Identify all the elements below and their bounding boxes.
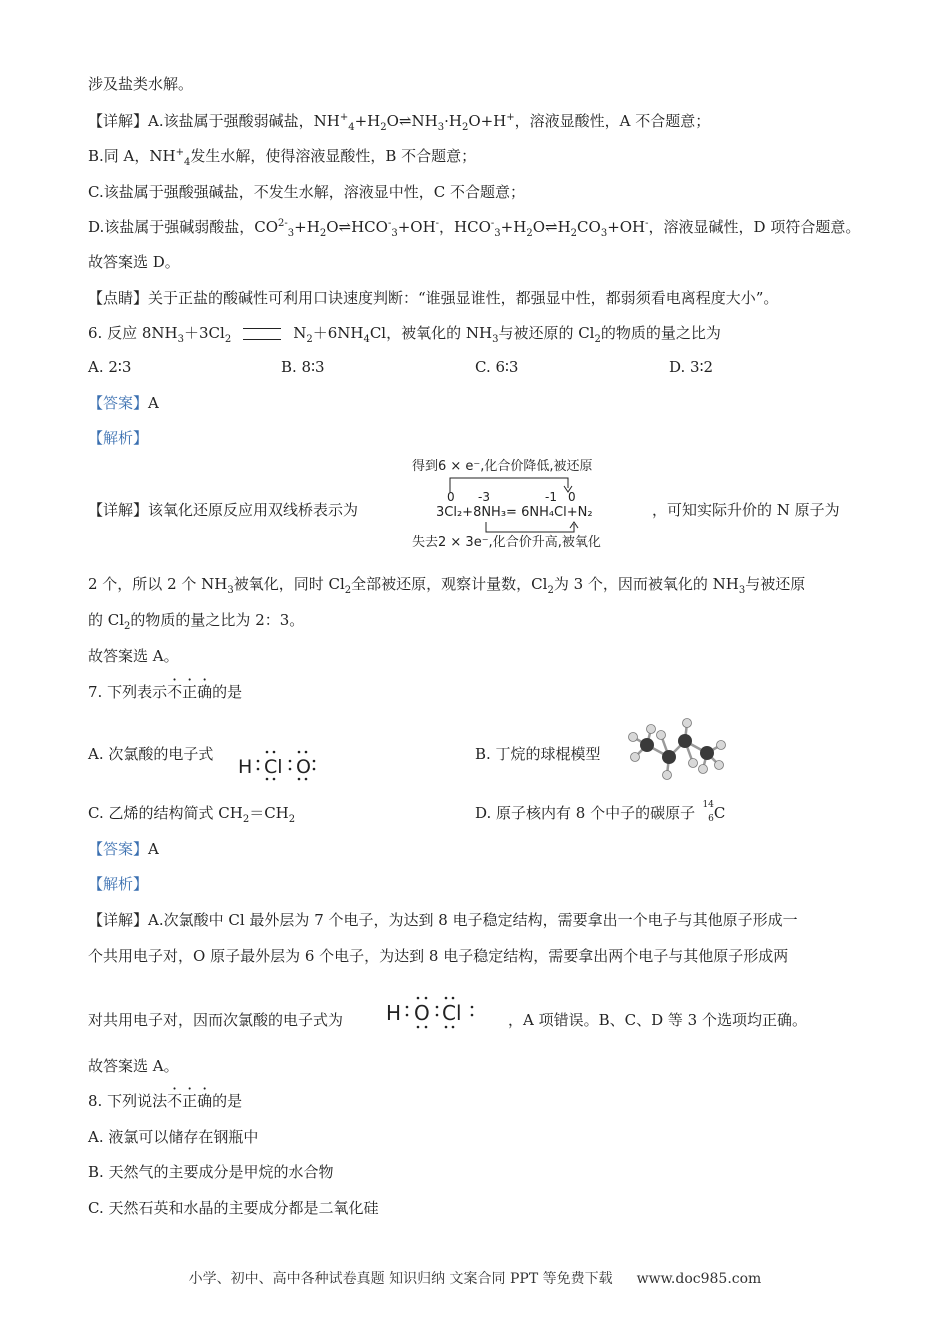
- sup: -: [645, 218, 649, 229]
- text: 故答案选 D。: [88, 253, 180, 271]
- q7-answer: [88, 1055, 179, 1077]
- hydrogen-atom: [717, 741, 726, 750]
- equals-sign: [243, 328, 281, 340]
- sup: 2-: [278, 218, 288, 229]
- text: 的物质的量之比为: [600, 324, 721, 342]
- text: O+H: [468, 112, 507, 130]
- option-a: A. 液氯可以储存在钢瓶中: [88, 1128, 259, 1146]
- section-tag: 【解析】: [88, 429, 149, 447]
- q6-answer: [88, 645, 179, 667]
- sub: 2: [570, 228, 578, 239]
- question-6: [88, 322, 721, 344]
- sub: 3: [437, 122, 445, 133]
- text: Cl，被氧化的 NH: [369, 324, 493, 342]
- carbon-atom: [678, 734, 692, 748]
- sub: 4: [184, 157, 191, 168]
- atom-cl: Cl: [264, 756, 283, 778]
- answer-line: [88, 251, 180, 273]
- analysis-label: [88, 873, 148, 895]
- detail-b: [88, 145, 476, 167]
- text: ＝CH: [249, 804, 289, 822]
- sub: 2: [319, 228, 327, 239]
- hydrogen-atom: [663, 771, 672, 780]
- option-c: C. 天然石英和水晶的主要成分都是二氧化硅: [88, 1199, 379, 1217]
- q6-para-3: [88, 609, 304, 631]
- text: O⇌NH: [386, 112, 438, 130]
- text: +H: [500, 218, 527, 236]
- text: 发生水解，使得溶液显酸性，B 不合题意；: [190, 147, 477, 165]
- ox-state: -1: [545, 490, 557, 504]
- atom-o: O: [414, 1001, 430, 1025]
- section-tag: 【详解】: [88, 112, 149, 130]
- q7-detail-3-tail: ，A 项错误。B、C、D 等 3 个选项均正确。: [508, 1011, 807, 1029]
- text: ，HCO: [439, 218, 491, 236]
- sub: 3: [492, 334, 499, 345]
- carbon-atom: [662, 750, 676, 764]
- sub: 4: [348, 122, 355, 133]
- q6-detail-tail: ，可知实际升价的 N 原子为: [652, 501, 840, 519]
- tip-line: [88, 287, 778, 309]
- text: B.同 A，NH: [88, 147, 176, 165]
- text: 的是: [212, 683, 243, 701]
- text: D.该盐属于强碱弱酸盐，CO: [88, 218, 279, 236]
- answer-value: A: [148, 840, 159, 858]
- footer-link[interactable]: www.doc985.com: [636, 1271, 762, 1287]
- text: A.该盐属于强酸弱碱盐，NH: [148, 112, 340, 130]
- loss-bracket: [486, 522, 574, 532]
- hydrogen-atom: [647, 725, 656, 734]
- text: 的是: [212, 1092, 243, 1110]
- text: N: [293, 324, 307, 342]
- text: 涉及盐类水解。: [88, 75, 194, 93]
- text: 的物质的量之比为 2：3。: [130, 611, 305, 629]
- atomic-number: 6: [708, 814, 714, 824]
- redox-diagram: [402, 452, 642, 552]
- sub: 3: [227, 585, 234, 596]
- answer-value: A: [148, 394, 159, 412]
- q7-detail-1: [88, 909, 798, 931]
- text: A.次氯酸中 Cl 最外层为 7 个电子，为达到 8 电子稳定结构，需要拿出一个电子与其他原子形成一: [148, 911, 798, 929]
- detail-c: [88, 181, 525, 203]
- option-a: A. 次氯酸的电子式: [88, 745, 214, 763]
- sub: 2: [461, 122, 469, 133]
- atom-h: H: [386, 1001, 402, 1025]
- text: 6. 反应 8NH: [88, 324, 178, 342]
- sub: 4: [363, 334, 370, 345]
- sub: 3: [738, 585, 746, 596]
- emphasis-char: 正: [182, 683, 198, 701]
- hclo-wrong-formula: [236, 746, 326, 782]
- atom-h: H: [238, 756, 253, 778]
- sup: +: [506, 112, 515, 123]
- sup: +: [175, 147, 184, 158]
- sub: 3: [177, 334, 184, 345]
- option-a: A. 2∶3: [88, 358, 132, 376]
- answer-label: [88, 392, 159, 414]
- text: C.该盐属于强酸强碱盐，不发生水解，溶液显中性，C 不合题意；: [88, 183, 525, 201]
- atom-o: O: [296, 756, 311, 778]
- text: 的 Cl: [88, 611, 125, 629]
- question-8: [88, 1090, 242, 1112]
- text: +H: [354, 112, 381, 130]
- emphasis-char: 确: [197, 683, 213, 701]
- q7-detail-3: [88, 1009, 343, 1031]
- section-tag: 【点睛】: [88, 289, 149, 307]
- text: 被氧化，同时 Cl: [233, 575, 345, 593]
- text: 该氧化还原反应用双线桥表示为: [148, 501, 359, 519]
- sub: 2: [224, 334, 232, 345]
- sub: 3: [600, 228, 608, 239]
- question-7: [88, 681, 242, 703]
- sup: +: [339, 112, 349, 123]
- text: ＋3Cl: [183, 324, 225, 342]
- atom-cl: Cl: [442, 1001, 462, 1025]
- sub: 2: [526, 228, 533, 239]
- option-c: C. 6∶3: [475, 358, 519, 376]
- text: +OH: [397, 218, 436, 236]
- text: 为 3 个，因而被氧化的 NH: [553, 575, 739, 593]
- hclo-correct-formula: [384, 992, 480, 1032]
- hydrogen-atom: [699, 765, 708, 774]
- text: O⇌HCO: [326, 218, 388, 236]
- sup: -: [435, 218, 440, 229]
- option-b: B. 丁烷的球棍模型: [475, 745, 601, 763]
- sub: 2: [344, 585, 352, 596]
- loss-label: 失去2 × 3e⁻,化合价升高,被氧化: [412, 535, 601, 550]
- text-line: [88, 73, 193, 95]
- section-tag: 【答案】: [88, 840, 149, 858]
- text: 故答案选 A。: [88, 647, 179, 665]
- option-c: [88, 802, 295, 824]
- sub: 2: [547, 585, 554, 596]
- option-d: D. 3∶2: [669, 358, 714, 376]
- emphasis-char: 不: [167, 683, 183, 701]
- sub: 3: [391, 228, 398, 239]
- text: C: [713, 804, 726, 822]
- q6-para-2: [88, 573, 805, 595]
- text: 8. 下列说法: [88, 1092, 168, 1110]
- emphasis-char: 确: [197, 1092, 213, 1110]
- ox-state: 0: [447, 490, 455, 504]
- section-tag: 【详解】: [88, 911, 149, 929]
- sup: -: [490, 218, 495, 229]
- text: ·H: [444, 112, 462, 130]
- hydrogen-atom: [631, 753, 640, 762]
- text: 个共用电子对，O 原子最外层为 6 个电子，为达到 8 电子稳定结构，需要拿出两个电子与其他原子形成两: [88, 947, 789, 965]
- text: 与被还原: [745, 575, 806, 593]
- equation: 3Cl₂+8NH₃= 6NH₄Cl+N₂: [436, 505, 593, 520]
- section-tag: 【详解】: [88, 501, 149, 519]
- hydrogen-atom: [683, 719, 692, 728]
- option-b: B. 8∶3: [281, 358, 325, 376]
- hydrogen-atom: [689, 759, 698, 768]
- text: CO: [577, 218, 601, 236]
- option-d: [475, 802, 725, 824]
- carbon-atom: [640, 738, 654, 752]
- text: 关于正盐的酸碱性可利用口诀速度判断：“谁强显谁性，都强显中性，都弱须看电离程度大小”。: [148, 289, 779, 307]
- gain-label: 得到6 × e⁻,化合价降低,被还原: [412, 459, 593, 474]
- answer-label: [88, 838, 159, 860]
- text: 对共用电子对，因而次氯酸的电子式为: [88, 1011, 344, 1029]
- detail-a: [88, 110, 710, 132]
- mass-number: 14: [702, 800, 714, 810]
- hydrogen-atom: [715, 761, 724, 770]
- page-footer: [0, 1268, 950, 1288]
- text: C. 乙烯的结构简式 CH: [88, 804, 243, 822]
- sub: 2: [594, 334, 601, 345]
- text: +OH: [607, 218, 646, 236]
- text: 全部被还原，观察计量数，Cl: [351, 575, 548, 593]
- text: 与被还原的 Cl: [498, 324, 595, 342]
- text: 7. 下列表示: [88, 683, 168, 701]
- carbon-atom: [700, 746, 714, 760]
- emphasis-char: 正: [182, 1092, 198, 1110]
- q6-detail: [88, 499, 358, 521]
- text: ＋6NH: [312, 324, 364, 342]
- ox-state: 0: [568, 490, 576, 504]
- butane-ball-stick-model: [625, 713, 729, 783]
- text: +H: [294, 218, 320, 236]
- q7-detail-2: [88, 945, 788, 967]
- text: ，溶液显酸性，A 不合题意；: [514, 112, 711, 130]
- text: ，溶液显碱性，D 项符合题意。: [648, 218, 861, 236]
- text: D. 原子核内有 8 个中子的碳原子: [475, 804, 700, 822]
- sub: 2: [288, 814, 296, 825]
- sub: 2: [380, 122, 387, 133]
- footer-text: 小学、初中、高中各种试卷真题 知识归纳 文案合同 PPT 等免费下载: [188, 1271, 613, 1287]
- sub: 3: [494, 228, 501, 239]
- section-tag: 【解析】: [88, 875, 149, 893]
- hydrogen-atom: [657, 731, 666, 740]
- analysis-label: [88, 427, 148, 449]
- isotope: [700, 802, 714, 824]
- emphasis-char: 不: [167, 1092, 183, 1110]
- hydrogen-atom: [629, 733, 638, 742]
- sup: -: [387, 218, 392, 229]
- text: 故答案选 A。: [88, 1057, 179, 1075]
- ox-state: -3: [478, 490, 490, 504]
- sub: 2: [306, 334, 313, 345]
- text: O⇌H: [532, 218, 571, 236]
- detail-d: [88, 216, 860, 238]
- sub: 3: [287, 228, 295, 239]
- text: 2 个，所以 2 个 NH: [88, 575, 228, 593]
- section-tag: 【答案】: [88, 394, 149, 412]
- option-b: B. 天然气的主要成分是甲烷的水合物: [88, 1163, 334, 1181]
- sub: 2: [242, 814, 250, 825]
- sub: 2: [124, 621, 131, 632]
